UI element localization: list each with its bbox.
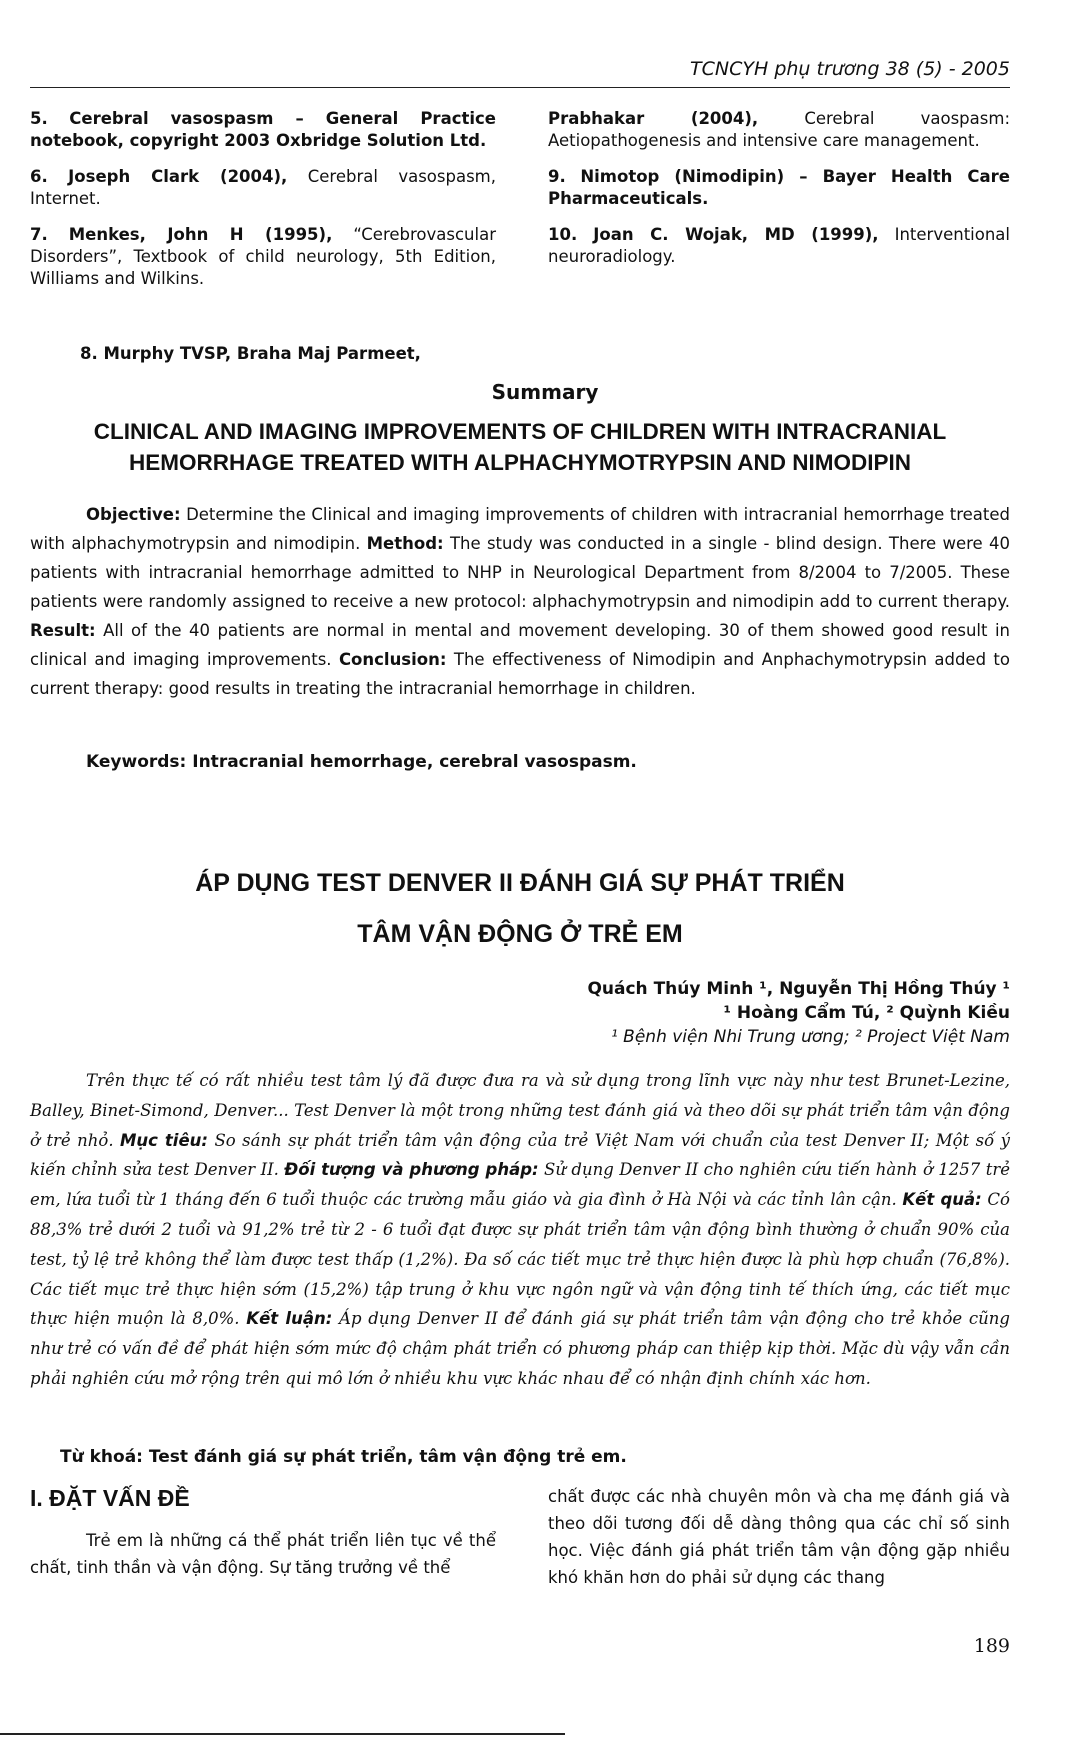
reference-item bbox=[548, 224, 1010, 268]
reference-authors: Menkes, John H (1995), bbox=[68, 225, 333, 244]
method-text: Sử dụng Denver II cho nghiên cứu tiến hành ở 1257 trẻ em, lứa tuổi từ 1 tháng đến 6 tuổi thuộc các trường mẫu giáo và gia đình ở Hà Nội và các tỉnh lân cận. bbox=[30, 1160, 1010, 1210]
article-title-line: TÂM VẬN ĐỘNG Ở TRẺ EM bbox=[357, 920, 683, 948]
reference-detail: Interventional neuroradiology. bbox=[548, 225, 1010, 266]
reference-authors: Cerebral vasospasm – General Practice notebook, copyright 2003 Oxbridge Solution Ltd. bbox=[30, 109, 496, 150]
intro-left-column bbox=[30, 1527, 496, 1581]
page-number: 189 bbox=[973, 1635, 1010, 1657]
aim-text: So sánh sự phát triển tâm vận động của trẻ Việt Nam với chuẩn của test Denver II; Một số ý kiến chỉnh sửa test Denver II. bbox=[30, 1130, 1010, 1180]
reference-authors: Prabhakar (2004), bbox=[548, 109, 759, 128]
conclusion-label: Kết luận: bbox=[246, 1309, 333, 1329]
summary-heading: Summary bbox=[491, 380, 599, 404]
reference-authors: Joan C. Wojak, MD (1999), bbox=[593, 225, 879, 244]
reference-detail: Cerebral vasospasm, Internet. bbox=[30, 167, 497, 208]
reference-authors: Joseph Clark (2004), bbox=[68, 167, 288, 186]
intro-right-column bbox=[548, 1483, 1010, 1591]
vietnamese-abstract bbox=[30, 1066, 1010, 1394]
conclusion-label: Conclusion: bbox=[338, 650, 447, 669]
method-label: Method: bbox=[366, 534, 444, 553]
reference-authors: Murphy TVSP, Braha Maj Parmeet, bbox=[103, 344, 421, 363]
reference-item bbox=[30, 108, 496, 152]
method-label: Đối tượng và phương pháp: bbox=[284, 1160, 539, 1180]
references-right-column bbox=[548, 108, 1010, 282]
objective-label: Objective: bbox=[86, 505, 181, 524]
author-line: Quách Thúy Minh ¹, Nguyễn Thị Hồng Thúy ¹ bbox=[587, 979, 1010, 999]
summary-title: CLINICAL AND IMAGING IMPROVEMENTS OF CHILDREN WITH INTRACRANIAL HEMORRHAGE TREATED WITH ALPHACHYMOTRYPSIN AND NIMODIPIN bbox=[93, 419, 947, 475]
author-block bbox=[587, 977, 1010, 1049]
reference-number: 8. bbox=[80, 344, 98, 363]
reference-detail: Cerebral vaospasm: Aetiopathogenesis and intensive care management. bbox=[548, 109, 1010, 150]
reference-authors: Nimotop (Nimodipin) – Bayer Health Care Pharmaceuticals. bbox=[548, 167, 1010, 208]
reference-item bbox=[548, 108, 1010, 152]
affiliation: ¹ Bệnh viện Nhi Trung ương; ² Project Việt Nam bbox=[610, 1027, 1010, 1047]
reference-number: 6. bbox=[30, 167, 48, 186]
reference-number: 10. bbox=[548, 225, 578, 244]
header-divider bbox=[30, 87, 1010, 88]
journal-title: TCNCYH phụ trương 38 (5) - 2005 bbox=[690, 58, 1010, 80]
aim-label: Mục tiêu: bbox=[120, 1130, 208, 1150]
references-left-column bbox=[30, 108, 496, 304]
intro-text: Trẻ em là những cá thể phát triển liên tục về thể chất, tinh thần và vận động. Sự tăng trưởng về thể bbox=[30, 1531, 496, 1577]
reference-number: 7. bbox=[30, 225, 48, 244]
result-text: All of the 40 patients are normal in mental and movement developing. 30 of them showed good result in clinical and imaging improvements. bbox=[30, 621, 1010, 669]
reference-number: 5. bbox=[30, 109, 48, 128]
intro-text: chất được các nhà chuyên môn và cha mẹ đánh giá và theo dõi tương đối dễ dàng thông qua các chỉ số sinh học. Việc đánh giá phát triển tâm vận động gặp nhiều khó khăn hơn do phải sử dụng các thang bbox=[548, 1487, 1010, 1587]
reference-item bbox=[548, 166, 1010, 210]
method-text: The study was conducted in a single - blind design. There were 40 patients with intracranial hemorrhage admitted to NHP in Neurological Department from 8/2004 to 7/2005. These patients were randomly assigned to receive a new protocol: alphachymotrypsin and nimodipin add to current therapy. bbox=[30, 534, 1010, 611]
conclusion-text: Áp dụng Denver II để đánh giá sự phát triển tâm vận động cho trẻ khỏe cũng như trẻ có vấn đề để phát hiện sớm mức độ chậm phát triển có phương pháp can thiệp kịp thời. Mặc dù vậy vẫn cần phải nghiên cứu mở rộng trên qui mô lớn ở nhiều khu vực khác nhau để có nhận định chính xác hơn. bbox=[30, 1309, 1010, 1388]
result-label: Kết quả: bbox=[902, 1190, 982, 1210]
section-heading: I. ĐẶT VẤN ĐỀ bbox=[30, 1485, 190, 1511]
english-abstract bbox=[30, 500, 1010, 703]
reference-detail: “Cerebrovascular Disorders”, Textbook of child neurology, 5th Edition, Williams and Wilkins. bbox=[30, 225, 496, 288]
result-text: Có 88,3% trẻ dưới 2 tuổi và 91,2% trẻ từ 2 - 6 tuổi đạt được sự phát triển tâm vận động bình thường ở chuẩn 90% của test, tỷ lệ trẻ không thể làm được test thấp (1,2%). Đa số các tiết mục trẻ thực hiện được là phù hợp chuẩn (76,8%). Các tiết mục trẻ thực hiện sớm (15,2%) tập trung ở khu vực ngôn ngữ và vận động tinh tế thích ứng, các tiết mục thực hiện muộn là 8,0%. bbox=[30, 1190, 1010, 1329]
objective-text: Determine the Clinical and imaging improvements of children with intracranial hemorrhage treated with alphachymotrypsin and nimodipin. bbox=[30, 505, 1010, 553]
reference-item bbox=[30, 166, 496, 210]
abstract-intro: Trên thực tế có rất nhiều test tâm lý đã được đưa ra và sử dụng trong lĩnh vực này như test Brunet-Lezine, Balley, Binet-Simond, Denver... Test Denver là một trong những test đánh giá và theo dõi sự phát triển tâm vận động ở trẻ nhỏ. bbox=[30, 1071, 1010, 1150]
article-title bbox=[100, 858, 940, 960]
reference-number: 9. bbox=[548, 167, 566, 186]
footer-divider bbox=[0, 1733, 565, 1735]
reference-item bbox=[30, 224, 496, 290]
result-label: Result: bbox=[30, 621, 96, 640]
english-keywords: Keywords: Intracranial hemorrhage, cerebral vasospasm. bbox=[86, 752, 637, 772]
page-header bbox=[30, 50, 1010, 90]
author-line: ¹ Hoàng Cẩm Tú, ² Quỳnh Kiều bbox=[723, 1003, 1010, 1023]
reference-item-8 bbox=[80, 344, 421, 363]
conclusion-text: The effectiveness of Nimodipin and Anphachymotrypsin added to current therapy: good results in treating the intracranial hemorrhage in children. bbox=[30, 650, 1010, 698]
vietnamese-keywords: Từ khoá: Test đánh giá sự phát triển, tâm vận động trẻ em. bbox=[60, 1447, 627, 1467]
article-title-line: ÁP DỤNG TEST DENVER II ĐÁNH GIÁ SỰ PHÁT TRIỂN bbox=[195, 869, 845, 897]
